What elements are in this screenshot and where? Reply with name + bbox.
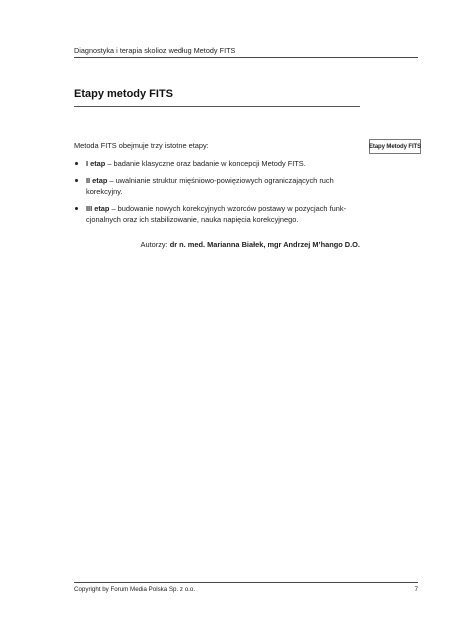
page-number: 7 (414, 586, 418, 593)
intro-paragraph: Metoda FITS obejmuje trzy istotne etapy: (74, 141, 209, 150)
section-title: Etapy metody FITS (74, 88, 174, 100)
list-item (74, 175, 364, 197)
authors-label: Autorzy: (140, 240, 170, 249)
header-divider (74, 57, 418, 58)
bullet-icon (75, 162, 78, 165)
authors-line (74, 239, 364, 250)
stage-description: – budowanie nowych korekcyjnych wzorców postawy w pozycjach funkcjonalnych oraz ich stabilizowanie, nauka napięcia korekcyjnego. (86, 204, 347, 224)
title-divider (74, 106, 360, 107)
footer-divider (74, 582, 418, 583)
body-text (74, 140, 364, 250)
stages-list (74, 158, 364, 225)
stage-description: – badanie klasyczne oraz badanie w koncepcji Metody FITS. (105, 159, 306, 168)
footer-copyright: Copyright by Forum Media Polska Sp. z o.o. (74, 586, 196, 593)
authors-names: dr n. med. Marianna Białek, mgr Andrzej M’hango D.O. (169, 240, 360, 249)
list-item (74, 203, 364, 225)
side-tab-label: Etapy Metody FITS (369, 139, 421, 154)
stage-name: III etap (86, 204, 110, 213)
stage-name: I etap (86, 159, 106, 168)
bullet-icon (75, 207, 78, 210)
stage-name: II etap (86, 176, 108, 185)
running-header-title: Diagnostyka i terapia skolioz według Metody FITS (74, 46, 236, 55)
list-item (74, 158, 364, 169)
bullet-icon (75, 179, 78, 182)
stage-description: – uwalnianie struktur mięśniowo-powięziowych ograniczających ruch korekcyjny. (86, 176, 334, 196)
